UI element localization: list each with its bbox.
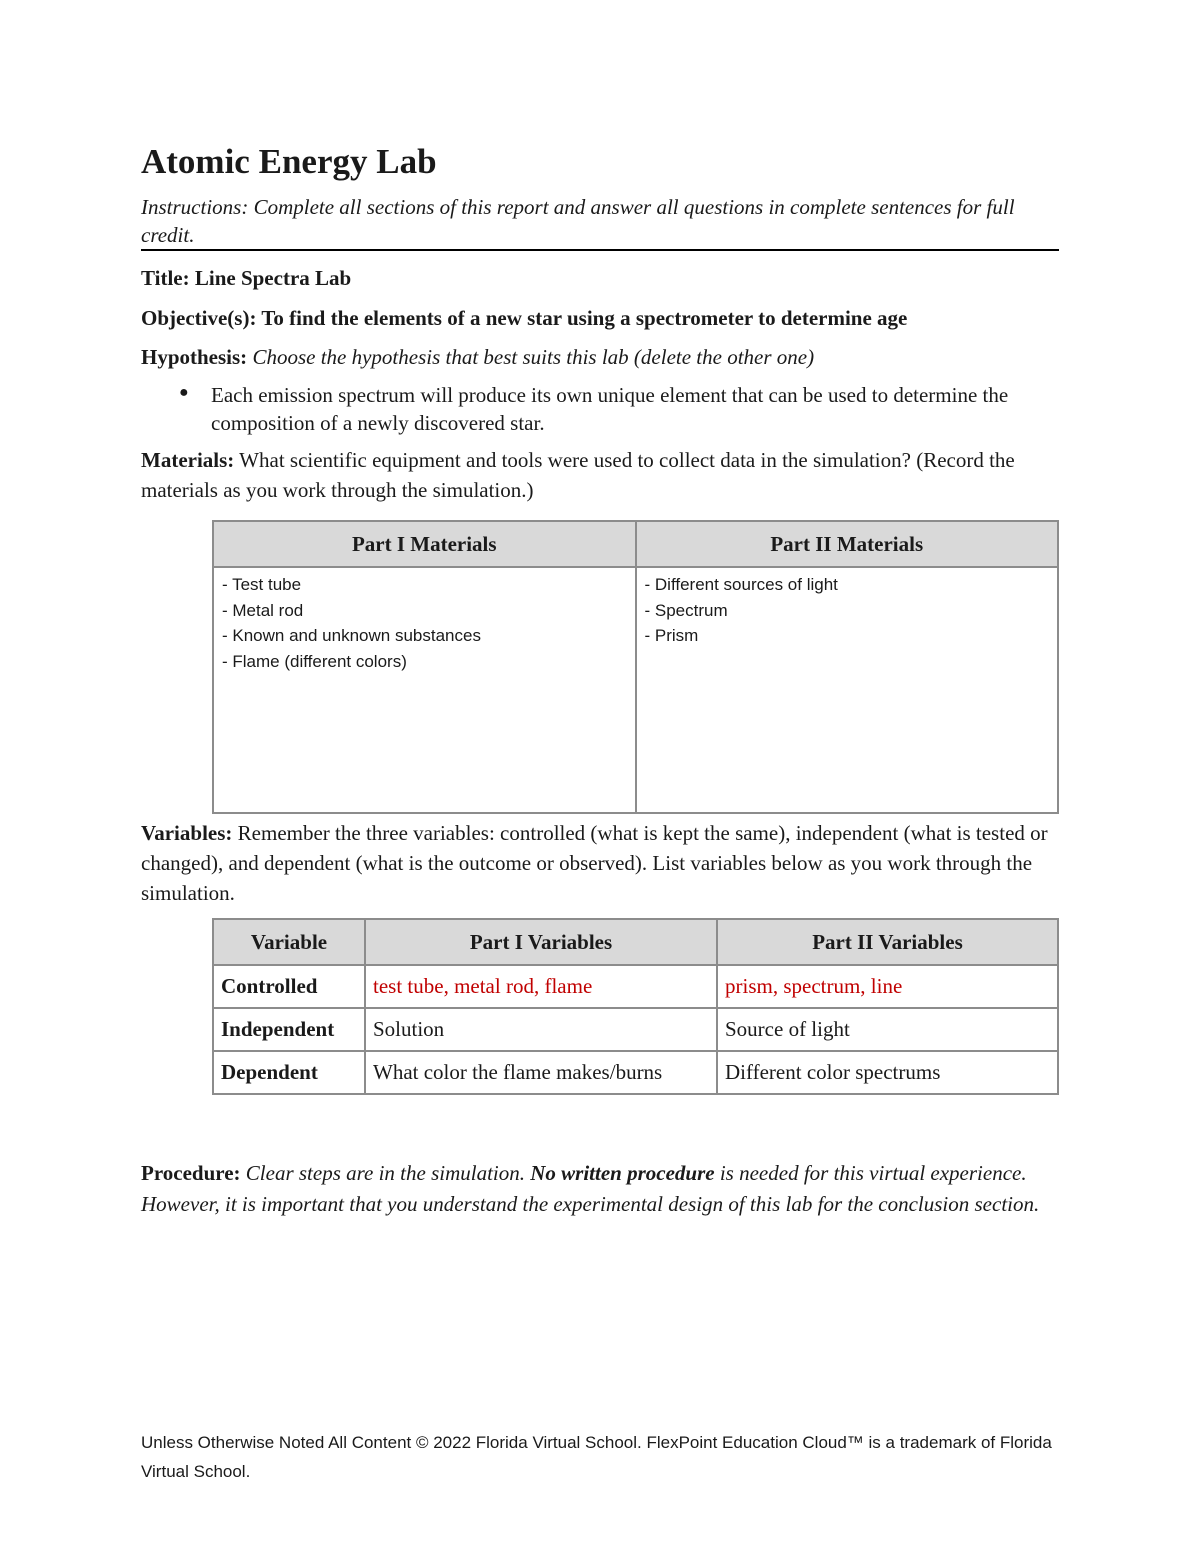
variables-header-row xyxy=(213,919,1058,965)
procedure-paragraph xyxy=(141,1158,1059,1220)
independent-part2: Source of light xyxy=(717,1008,1058,1051)
materials-header-part1: Part I Materials xyxy=(213,521,636,567)
hypothesis-label: Hypothesis: xyxy=(141,345,248,369)
row-label-controlled: Controlled xyxy=(213,965,365,1008)
variables-header-variable: Variable xyxy=(213,919,365,965)
procedure-text-a: Clear steps are in the simulation. xyxy=(245,1161,525,1185)
lab-title-line xyxy=(141,263,1059,293)
procedure-label: Procedure: xyxy=(141,1161,241,1185)
materials-part2-cell xyxy=(636,567,1059,813)
variables-label: Variables: xyxy=(141,821,233,845)
row-label-independent: Independent xyxy=(213,1008,365,1051)
materials-header-row xyxy=(213,521,1058,567)
page-title: Atomic Energy Lab xyxy=(141,142,437,181)
instructions: Instructions: Complete all sections of this report and answer all questions in complete sentences for full credit. xyxy=(141,193,1059,251)
materials-body-row xyxy=(213,567,1058,813)
list-item: - Metal rod xyxy=(222,598,627,624)
controlled-part2: prism, spectrum, line xyxy=(717,965,1058,1008)
footer-copyright: Unless Otherwise Noted All Content © 2022 Florida Virtual School. FlexPoint Education Cloud™ is a trademark of Florida Virtual School. xyxy=(141,1433,1052,1481)
list-item: - Known and unknown substances xyxy=(222,623,627,649)
hypothesis-line xyxy=(141,342,1059,372)
materials-part2-list xyxy=(645,572,1050,649)
objective-line xyxy=(141,303,1059,333)
variables-prompt: Remember the three variables: controlled (what is kept the same), independent (what is tested or changed), and dependent (what is the outcome or observed). List variables below as you work through the simulation. xyxy=(141,821,1048,905)
hypothesis-bullet xyxy=(141,381,1059,437)
materials-line xyxy=(141,445,1059,505)
variables-header-part2: Part II Variables xyxy=(717,919,1058,965)
variables-paragraph xyxy=(141,818,1059,908)
objective-value: To find the elements of a new star using a spectrometer to determine age xyxy=(261,306,908,330)
materials-table xyxy=(212,520,1059,814)
list-item: - Different sources of light xyxy=(645,572,1050,598)
list-item: - Flame (different colors) xyxy=(222,649,627,675)
table-row xyxy=(213,1008,1058,1051)
list-item: - Spectrum xyxy=(645,598,1050,624)
materials-part1-list xyxy=(222,572,627,674)
procedure-text-bold: No written procedure xyxy=(530,1161,715,1185)
variables-header-part1: Part I Variables xyxy=(365,919,717,965)
materials-prompt: What scientific equipment and tools were used to collect data in the simulation? (Record the materials as you work through the simulation.) xyxy=(141,448,1015,502)
lab-title-value: Line Spectra Lab xyxy=(194,266,352,290)
dependent-part2: Different color spectrums xyxy=(717,1051,1058,1094)
list-item: - Test tube xyxy=(222,572,627,598)
procedure-text-b: is needed for this virtual experience. However, it is important that you understand the experimental design of this lab for the conclusion section. xyxy=(141,1161,1040,1216)
row-label-dependent: Dependent xyxy=(213,1051,365,1094)
hypothesis-bullet-text: Each emission spectrum will produce its own unique element that can be used to determine the composition of a newly discovered star. xyxy=(211,383,1009,435)
independent-part1: Solution xyxy=(365,1008,717,1051)
materials-header-part2: Part II Materials xyxy=(636,521,1059,567)
dependent-part1: What color the flame makes/burns xyxy=(365,1051,717,1094)
materials-label: Materials: xyxy=(141,448,235,472)
hypothesis-prompt: Choose the hypothesis that best suits this lab (delete the other one) xyxy=(252,345,815,369)
lab-title-label: Title: xyxy=(141,266,190,290)
document-page xyxy=(141,140,1059,1481)
objective-label: Objective(s): xyxy=(141,306,257,330)
list-item: - Prism xyxy=(645,623,1050,649)
table-row xyxy=(213,965,1058,1008)
table-row xyxy=(213,1051,1058,1094)
bullet-icon: ● xyxy=(179,384,189,401)
controlled-part1: test tube, metal rod, flame xyxy=(365,965,717,1008)
variables-table xyxy=(212,918,1059,1095)
materials-part1-cell xyxy=(213,567,636,813)
